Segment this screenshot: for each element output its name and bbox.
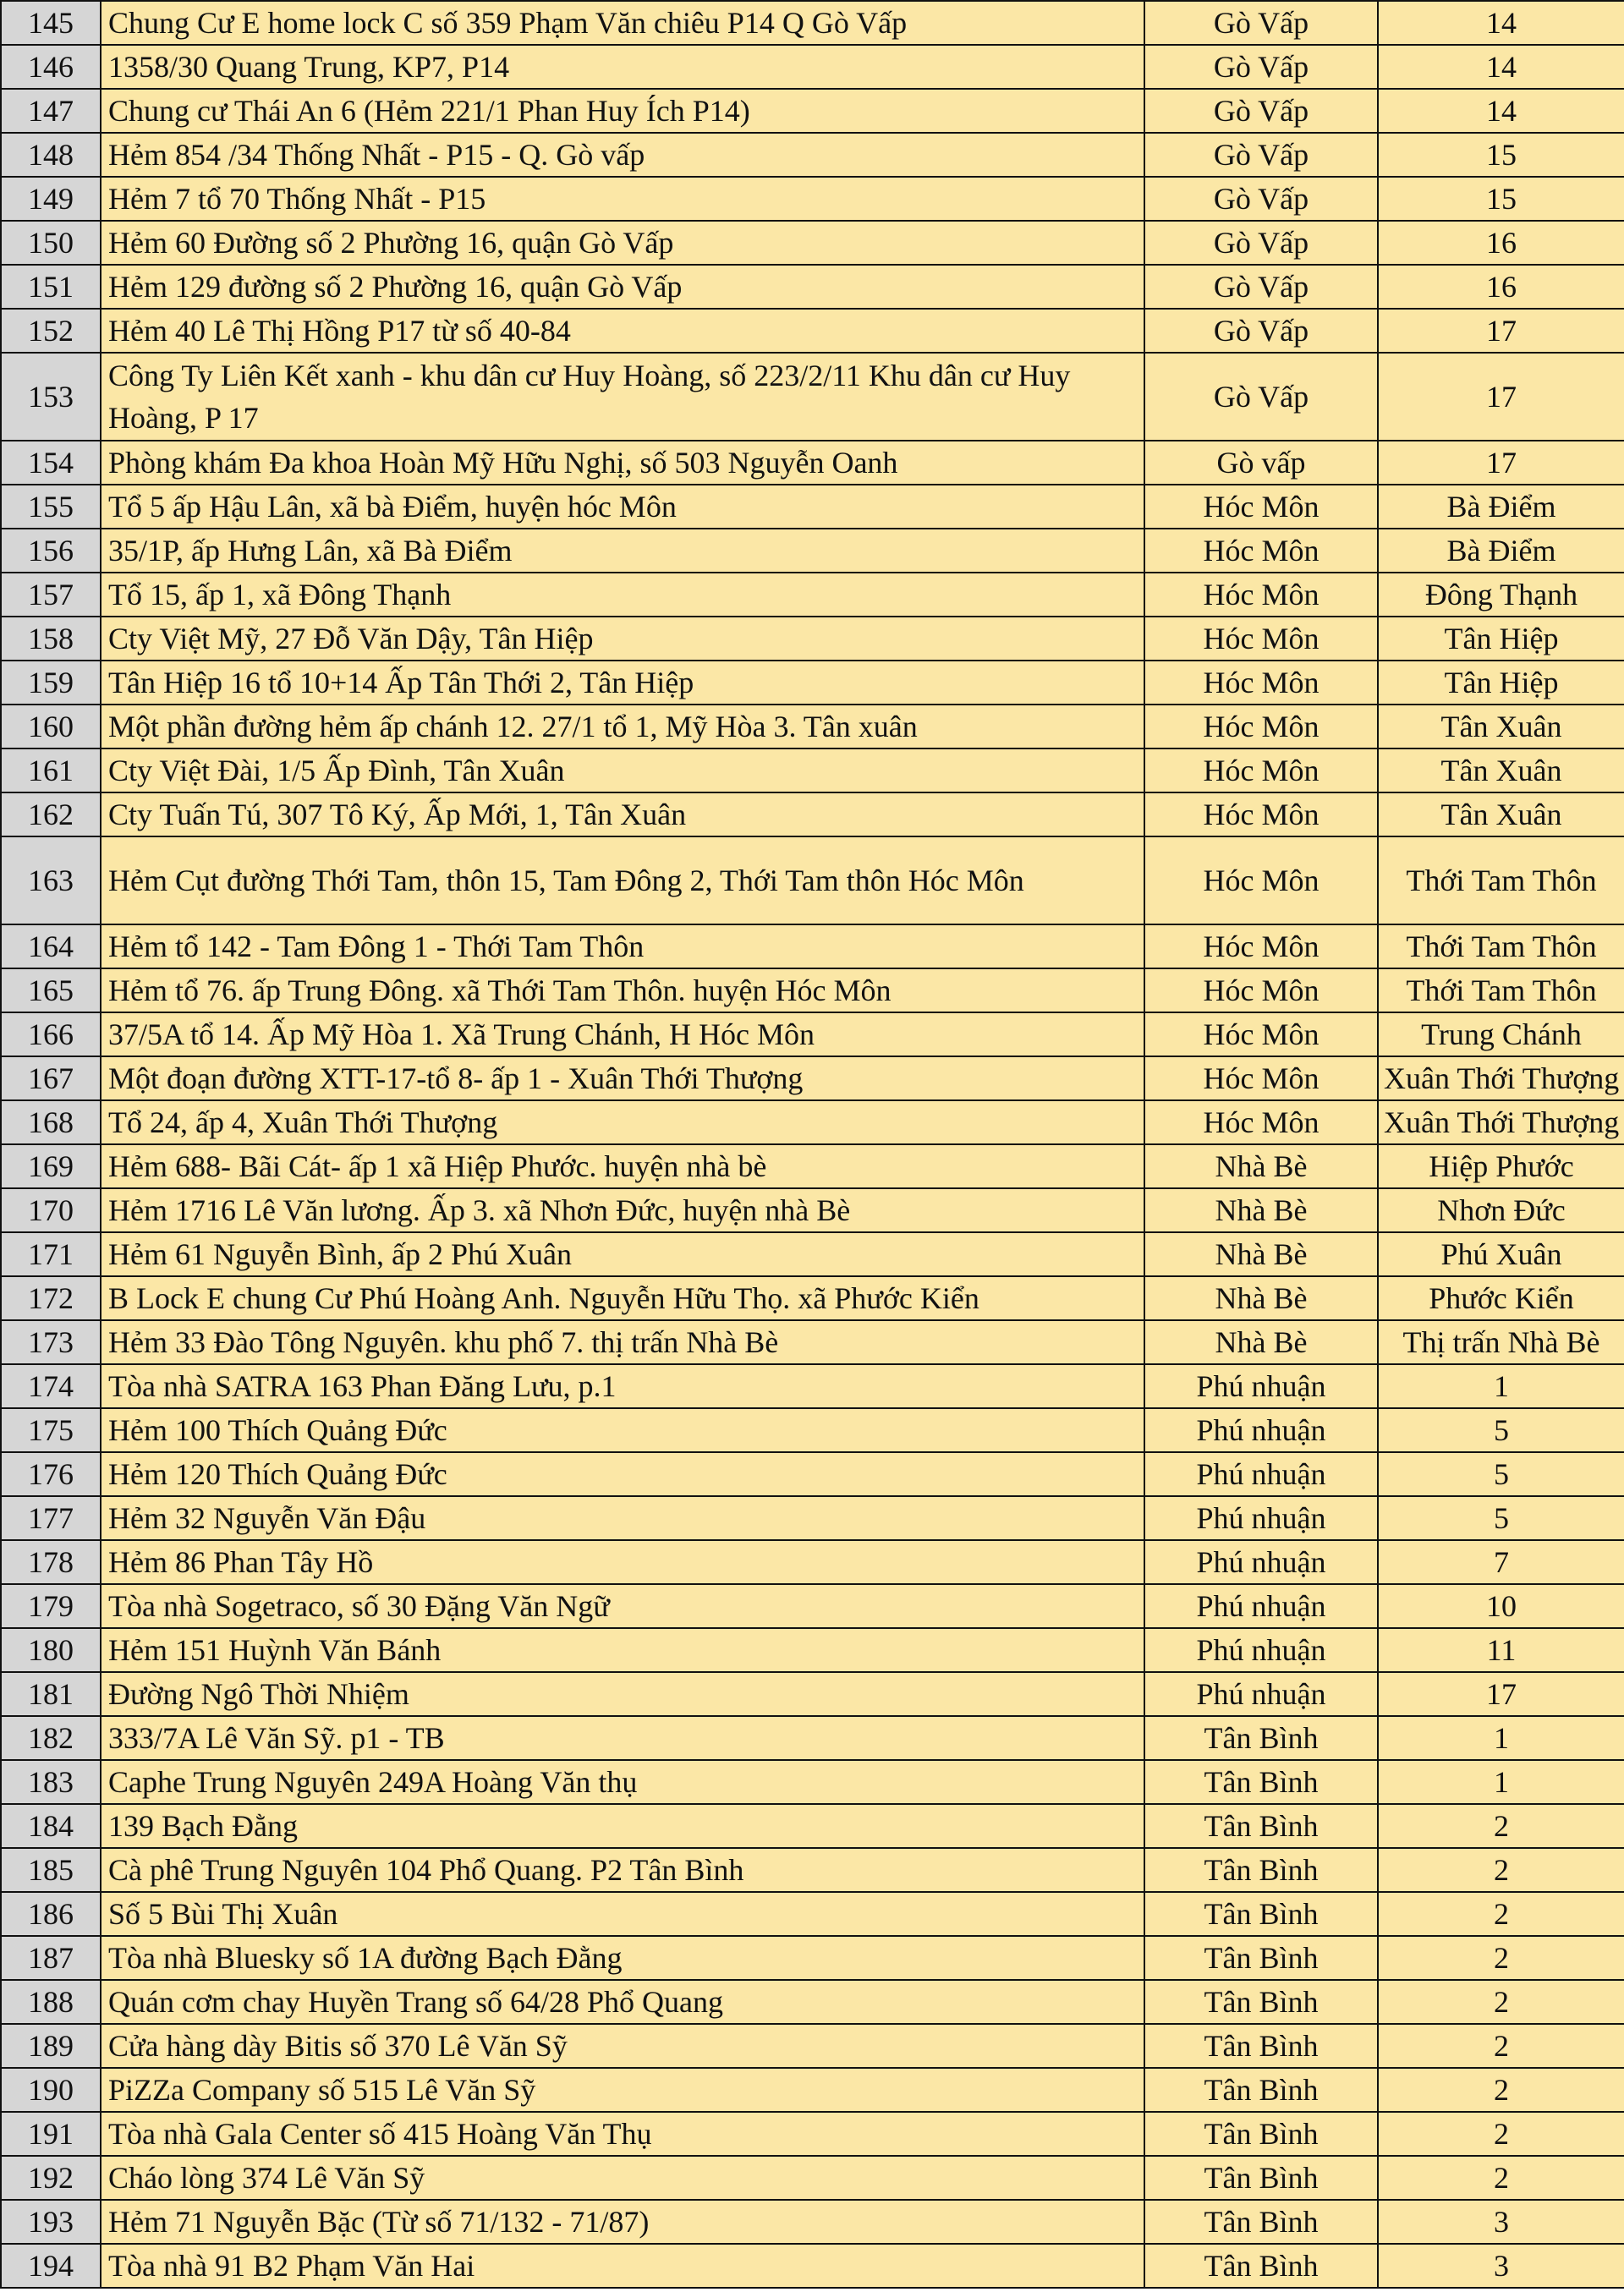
ward-cell[interactable]: Trung Chánh (1378, 1012, 1624, 1056)
district-cell[interactable]: Phú nhuận (1144, 1452, 1378, 1496)
row-number-cell[interactable]: 160 (1, 705, 101, 748)
district-cell[interactable]: Phú nhuận (1144, 1584, 1378, 1628)
ward-cell[interactable]: 11 (1378, 1628, 1624, 1672)
address-cell[interactable]: Hẻm 40 Lê Thị Hồng P17 từ số 40-84 (101, 309, 1144, 353)
ward-cell[interactable]: 17 (1378, 1672, 1624, 1716)
ward-cell[interactable]: 2 (1378, 1936, 1624, 1980)
table-row[interactable] (1, 2200, 1624, 2244)
address-cell[interactable]: Hẻm 60 Đường số 2 Phường 16, quận Gò Vấp (101, 221, 1144, 265)
row-number-cell[interactable]: 155 (1, 485, 101, 529)
table-row[interactable] (1, 1056, 1624, 1100)
district-cell[interactable]: Phú nhuận (1144, 1496, 1378, 1540)
address-cell[interactable]: Hẻm 33 Đào Tông Nguyên. khu phố 7. thị trấn Nhà Bè (101, 1320, 1144, 1364)
address-cell[interactable]: Số 5 Bùi Thị Xuân (101, 1892, 1144, 1936)
table-row[interactable] (1, 617, 1624, 661)
address-cell[interactable]: Cháo lòng 374 Lê Văn Sỹ (101, 2156, 1144, 2200)
row-number-cell[interactable]: 164 (1, 924, 101, 968)
ward-cell[interactable]: 17 (1378, 309, 1624, 353)
address-cell[interactable]: Hẻm 151 Huỳnh Văn Bánh (101, 1628, 1144, 1672)
district-cell[interactable]: Tân Bình (1144, 2156, 1378, 2200)
district-cell[interactable]: Hóc Môn (1144, 1100, 1378, 1144)
table-row[interactable] (1, 661, 1624, 705)
table-row[interactable] (1, 748, 1624, 792)
row-number-cell[interactable]: 191 (1, 2112, 101, 2156)
address-cell[interactable]: Cty Tuấn Tú, 307 Tô Ký, Ấp Mới, 1, Tân Xuân (101, 792, 1144, 836)
ward-cell[interactable]: Đông Thạnh (1378, 573, 1624, 617)
ward-cell[interactable]: 5 (1378, 1496, 1624, 1540)
table-row[interactable] (1, 1628, 1624, 1672)
district-cell[interactable]: Gò Vấp (1144, 221, 1378, 265)
table-row[interactable] (1, 1188, 1624, 1232)
district-cell[interactable]: Phú nhuận (1144, 1540, 1378, 1584)
ward-cell[interactable]: 2 (1378, 2024, 1624, 2068)
address-cell[interactable]: Hẻm 120 Thích Quảng Đức (101, 1452, 1144, 1496)
row-number-cell[interactable]: 151 (1, 265, 101, 309)
address-cell[interactable]: Hẻm 7 tổ 70 Thống Nhất - P15 (101, 177, 1144, 221)
table-row[interactable] (1, 1144, 1624, 1188)
table-row[interactable] (1, 1452, 1624, 1496)
district-cell[interactable]: Hóc Môn (1144, 968, 1378, 1012)
ward-cell[interactable]: 5 (1378, 1452, 1624, 1496)
row-number-cell[interactable]: 162 (1, 792, 101, 836)
district-cell[interactable]: Hóc Môn (1144, 792, 1378, 836)
district-cell[interactable]: Hóc Môn (1144, 573, 1378, 617)
row-number-cell[interactable]: 149 (1, 177, 101, 221)
table-row[interactable] (1, 441, 1624, 485)
address-cell[interactable]: Tòa nhà 91 B2 Phạm Văn Hai (101, 2244, 1144, 2288)
row-number-cell[interactable]: 147 (1, 89, 101, 133)
table-row[interactable] (1, 2156, 1624, 2200)
table-row[interactable] (1, 265, 1624, 309)
row-number-cell[interactable]: 188 (1, 1980, 101, 2024)
district-cell[interactable]: Gò Vấp (1144, 309, 1378, 353)
ward-cell[interactable]: 7 (1378, 1540, 1624, 1584)
address-cell[interactable]: 1358/30 Quang Trung, KP7, P14 (101, 45, 1144, 89)
ward-cell[interactable]: 2 (1378, 1804, 1624, 1848)
district-cell[interactable]: Gò Vấp (1144, 45, 1378, 89)
address-cell[interactable]: 37/5A tổ 14. Ấp Mỹ Hòa 1. Xã Trung Chánh, H Hóc Môn (101, 1012, 1144, 1056)
district-cell[interactable]: Tân Bình (1144, 1936, 1378, 1980)
row-number-cell[interactable]: 148 (1, 133, 101, 177)
ward-cell[interactable]: Tân Xuân (1378, 705, 1624, 748)
district-cell[interactable]: Phú nhuận (1144, 1672, 1378, 1716)
row-number-cell[interactable]: 184 (1, 1804, 101, 1848)
address-cell[interactable]: Tòa nhà Sogetraco, số 30 Đặng Văn Ngữ (101, 1584, 1144, 1628)
address-cell[interactable]: Hẻm Cụt đường Thới Tam, thôn 15, Tam Đông 2, Thới Tam thôn Hóc Môn (101, 836, 1144, 924)
table-row[interactable] (1, 1364, 1624, 1408)
ward-cell[interactable]: Tân Hiệp (1378, 617, 1624, 661)
address-cell[interactable]: Hẻm 129 đường số 2 Phường 16, quận Gò Vấp (101, 265, 1144, 309)
row-number-cell[interactable]: 156 (1, 529, 101, 573)
ward-cell[interactable]: 2 (1378, 2068, 1624, 2112)
address-cell[interactable]: Một đoạn đường XTT-17-tổ 8- ấp 1 - Xuân Thới Thượng (101, 1056, 1144, 1100)
table-row[interactable] (1, 1584, 1624, 1628)
table-row[interactable] (1, 1936, 1624, 1980)
row-number-cell[interactable]: 174 (1, 1364, 101, 1408)
ward-cell[interactable]: 17 (1378, 353, 1624, 441)
district-cell[interactable]: Gò Vấp (1144, 265, 1378, 309)
table-row[interactable] (1, 1804, 1624, 1848)
ward-cell[interactable]: 2 (1378, 1980, 1624, 2024)
table-row[interactable] (1, 2024, 1624, 2068)
ward-cell[interactable]: Phước Kiển (1378, 1276, 1624, 1320)
ward-cell[interactable]: Xuân Thới Thượng (1378, 1056, 1624, 1100)
address-cell[interactable]: Hẻm 688- Bãi Cát- ấp 1 xã Hiệp Phước. huyện nhà bè (101, 1144, 1144, 1188)
address-cell[interactable]: B Lock E chung Cư Phú Hoàng Anh. Nguyễn Hữu Thọ. xã Phước Kiển (101, 1276, 1144, 1320)
district-cell[interactable]: Gò Vấp (1144, 133, 1378, 177)
table-row[interactable] (1, 1760, 1624, 1804)
address-table-body (1, 1, 1624, 2288)
ward-cell[interactable]: Thới Tam Thôn (1378, 924, 1624, 968)
row-number-cell[interactable]: 185 (1, 1848, 101, 1892)
district-cell[interactable]: Phú nhuận (1144, 1364, 1378, 1408)
row-number-cell[interactable]: 173 (1, 1320, 101, 1364)
ward-cell[interactable]: Thới Tam Thôn (1378, 968, 1624, 1012)
district-cell[interactable]: Tân Bình (1144, 1804, 1378, 1848)
table-row[interactable] (1, 485, 1624, 529)
district-cell[interactable]: Tân Bình (1144, 2068, 1378, 2112)
district-cell[interactable]: Nhà Bè (1144, 1276, 1378, 1320)
table-row[interactable] (1, 1100, 1624, 1144)
ward-cell[interactable]: Thới Tam Thôn (1378, 836, 1624, 924)
row-number-cell[interactable]: 190 (1, 2068, 101, 2112)
table-row[interactable] (1, 1320, 1624, 1364)
address-cell[interactable]: 139 Bạch Đằng (101, 1804, 1144, 1848)
district-cell[interactable]: Hóc Môn (1144, 1056, 1378, 1100)
row-number-cell[interactable]: 171 (1, 1232, 101, 1276)
row-number-cell[interactable]: 183 (1, 1760, 101, 1804)
table-row[interactable] (1, 792, 1624, 836)
district-cell[interactable]: Tân Bình (1144, 1760, 1378, 1804)
address-cell[interactable]: Hẻm 86 Phan Tây Hồ (101, 1540, 1144, 1584)
district-cell[interactable]: Tân Bình (1144, 1716, 1378, 1760)
district-cell[interactable]: Hóc Môn (1144, 748, 1378, 792)
address-cell[interactable]: Tòa nhà SATRA 163 Phan Đăng Lưu, p.1 (101, 1364, 1144, 1408)
ward-cell[interactable]: Tân Hiệp (1378, 661, 1624, 705)
ward-cell[interactable]: Phú Xuân (1378, 1232, 1624, 1276)
ward-cell[interactable]: 14 (1378, 45, 1624, 89)
row-number-cell[interactable]: 179 (1, 1584, 101, 1628)
ward-cell[interactable]: Thị trấn Nhà Bè (1378, 1320, 1624, 1364)
ward-cell[interactable]: 10 (1378, 1584, 1624, 1628)
address-cell[interactable]: Một phần đường hẻm ấp chánh 12. 27/1 tổ 1, Mỹ Hòa 3. Tân xuân (101, 705, 1144, 748)
table-row[interactable] (1, 177, 1624, 221)
district-cell[interactable]: Hóc Môn (1144, 529, 1378, 573)
table-row[interactable] (1, 133, 1624, 177)
address-cell[interactable]: Công Ty Liên Kết xanh - khu dân cư Huy Hoàng, số 223/2/11 Khu dân cư Huy Hoàng, P 17 (101, 353, 1144, 441)
district-cell[interactable]: Gò Vấp (1144, 177, 1378, 221)
address-cell[interactable]: Cty Việt Đài, 1/5 Ấp Đình, Tân Xuân (101, 748, 1144, 792)
district-cell[interactable]: Tân Bình (1144, 1892, 1378, 1936)
address-cell[interactable]: Đường Ngô Thời Nhiệm (101, 1672, 1144, 1716)
district-cell[interactable]: Hóc Môn (1144, 705, 1378, 748)
row-number-cell[interactable]: 194 (1, 2244, 101, 2288)
row-number-cell[interactable]: 189 (1, 2024, 101, 2068)
table-row[interactable] (1, 353, 1624, 441)
address-cell[interactable]: Tòa nhà Bluesky số 1A đường Bạch Đằng (101, 1936, 1144, 1980)
table-row[interactable] (1, 221, 1624, 265)
district-cell[interactable]: Hóc Môn (1144, 617, 1378, 661)
ward-cell[interactable]: 2 (1378, 1892, 1624, 1936)
table-row[interactable] (1, 1, 1624, 45)
row-number-cell[interactable]: 181 (1, 1672, 101, 1716)
row-number-cell[interactable]: 193 (1, 2200, 101, 2244)
address-cell[interactable]: Hẻm 61 Nguyễn Bình, ấp 2 Phú Xuân (101, 1232, 1144, 1276)
row-number-cell[interactable]: 180 (1, 1628, 101, 1672)
ward-cell[interactable]: 15 (1378, 133, 1624, 177)
address-cell[interactable]: Cửa hàng dày Bitis số 370 Lê Văn Sỹ (101, 2024, 1144, 2068)
row-number-cell[interactable]: 192 (1, 2156, 101, 2200)
table-row[interactable] (1, 2112, 1624, 2156)
table-row[interactable] (1, 2068, 1624, 2112)
district-cell[interactable]: Hóc Môn (1144, 924, 1378, 968)
row-number-cell[interactable]: 153 (1, 353, 101, 441)
table-row[interactable] (1, 1276, 1624, 1320)
address-cell[interactable]: Hẻm 1716 Lê Văn lương. Ấp 3. xã Nhơn Đức, huyện nhà Bè (101, 1188, 1144, 1232)
address-cell[interactable]: Caphe Trung Nguyên 249A Hoàng Văn thụ (101, 1760, 1144, 1804)
address-cell[interactable]: Hẻm 100 Thích Quảng Đức (101, 1408, 1144, 1452)
district-cell[interactable]: Tân Bình (1144, 2244, 1378, 2288)
table-row[interactable] (1, 1540, 1624, 1584)
table-row[interactable] (1, 968, 1624, 1012)
district-cell[interactable]: Hóc Môn (1144, 485, 1378, 529)
district-cell[interactable]: Tân Bình (1144, 2024, 1378, 2068)
row-number-cell[interactable]: 154 (1, 441, 101, 485)
ward-cell[interactable]: 3 (1378, 2200, 1624, 2244)
ward-cell[interactable]: Xuân Thới Thượng (1378, 1100, 1624, 1144)
ward-cell[interactable]: 17 (1378, 441, 1624, 485)
row-number-cell[interactable]: 163 (1, 836, 101, 924)
district-cell[interactable]: Hóc Môn (1144, 661, 1378, 705)
ward-cell[interactable]: 1 (1378, 1716, 1624, 1760)
table-row[interactable] (1, 1672, 1624, 1716)
row-number-cell[interactable]: 167 (1, 1056, 101, 1100)
ward-cell[interactable]: 2 (1378, 2156, 1624, 2200)
district-cell[interactable]: Nhà Bè (1144, 1320, 1378, 1364)
address-cell[interactable]: 333/7A Lê Văn Sỹ. p1 - TB (101, 1716, 1144, 1760)
ward-cell[interactable]: 14 (1378, 1, 1624, 45)
address-cell[interactable]: Hẻm tổ 142 - Tam Đông 1 - Thới Tam Thôn (101, 924, 1144, 968)
table-row[interactable] (1, 89, 1624, 133)
row-number-cell[interactable]: 165 (1, 968, 101, 1012)
ward-cell[interactable]: 1 (1378, 1364, 1624, 1408)
ward-cell[interactable]: 5 (1378, 1408, 1624, 1452)
district-cell[interactable]: Tân Bình (1144, 2200, 1378, 2244)
ward-cell[interactable]: 1 (1378, 1760, 1624, 1804)
ward-cell[interactable]: 2 (1378, 1848, 1624, 1892)
row-number-cell[interactable]: 166 (1, 1012, 101, 1056)
address-cell[interactable]: Hẻm 32 Nguyễn Văn Đậu (101, 1496, 1144, 1540)
address-cell[interactable]: Cà phê Trung Nguyên 104 Phổ Quang. P2 Tân Bình (101, 1848, 1144, 1892)
row-number-cell[interactable]: 150 (1, 221, 101, 265)
address-cell[interactable]: Tân Hiệp 16 tổ 10+14 Ấp Tân Thới 2, Tân Hiệp (101, 661, 1144, 705)
ward-cell[interactable]: Tân Xuân (1378, 792, 1624, 836)
row-number-cell[interactable]: 159 (1, 661, 101, 705)
address-cell[interactable]: PiZZa Company số 515 Lê Văn Sỹ (101, 2068, 1144, 2112)
row-number-cell[interactable]: 158 (1, 617, 101, 661)
address-cell[interactable]: 35/1P, ấp Hưng Lân, xã Bà Điểm (101, 529, 1144, 573)
table-row[interactable] (1, 45, 1624, 89)
address-cell[interactable]: Tổ 24, ấp 4, Xuân Thới Thượng (101, 1100, 1144, 1144)
row-number-cell[interactable]: 175 (1, 1408, 101, 1452)
ward-cell[interactable]: Bà Điểm (1378, 529, 1624, 573)
district-cell[interactable]: Nhà Bè (1144, 1188, 1378, 1232)
row-number-cell[interactable]: 152 (1, 309, 101, 353)
district-cell[interactable]: Hóc Môn (1144, 836, 1378, 924)
table-row[interactable] (1, 924, 1624, 968)
row-number-cell[interactable]: 169 (1, 1144, 101, 1188)
row-number-cell[interactable]: 177 (1, 1496, 101, 1540)
row-number-cell[interactable]: 176 (1, 1452, 101, 1496)
table-row[interactable] (1, 2244, 1624, 2288)
row-number-cell[interactable]: 161 (1, 748, 101, 792)
address-cell[interactable]: Tổ 15, ấp 1, xã Đông Thạnh (101, 573, 1144, 617)
address-cell[interactable]: Quán cơm chay Huyền Trang số 64/28 Phổ Quang (101, 1980, 1144, 2024)
table-row[interactable] (1, 573, 1624, 617)
address-cell[interactable]: Hẻm 71 Nguyễn Bặc (Từ số 71/132 - 71/87) (101, 2200, 1144, 2244)
table-row[interactable] (1, 1848, 1624, 1892)
district-cell[interactable]: Gò Vấp (1144, 1, 1378, 45)
row-number-cell[interactable]: 170 (1, 1188, 101, 1232)
address-cell[interactable]: Hẻm 854 /34 Thống Nhất - P15 - Q. Gò vấp (101, 133, 1144, 177)
table-row[interactable] (1, 836, 1624, 924)
address-cell[interactable]: Hẻm tổ 76. ấp Trung Đông. xã Thới Tam Thôn. huyện Hóc Môn (101, 968, 1144, 1012)
district-cell[interactable]: Phú nhuận (1144, 1408, 1378, 1452)
district-cell[interactable]: Phú nhuận (1144, 1628, 1378, 1672)
table-row[interactable] (1, 1980, 1624, 2024)
table-row[interactable] (1, 309, 1624, 353)
ward-cell[interactable]: 3 (1378, 2244, 1624, 2288)
ward-cell[interactable]: 2 (1378, 2112, 1624, 2156)
table-row[interactable] (1, 1012, 1624, 1056)
table-row[interactable] (1, 1232, 1624, 1276)
ward-cell[interactable]: Nhơn Đức (1378, 1188, 1624, 1232)
row-number-cell[interactable]: 187 (1, 1936, 101, 1980)
address-cell[interactable]: Chung cư Thái An 6 (Hẻm 221/1 Phan Huy Ích P14) (101, 89, 1144, 133)
district-cell[interactable]: Tân Bình (1144, 1848, 1378, 1892)
ward-cell[interactable]: Hiệp Phước (1378, 1144, 1624, 1188)
address-cell[interactable]: Phòng khám Đa khoa Hoàn Mỹ Hữu Nghị, số 503 Nguyễn Oanh (101, 441, 1144, 485)
table-row[interactable] (1, 1716, 1624, 1760)
table-row[interactable] (1, 1408, 1624, 1452)
row-number-cell[interactable]: 186 (1, 1892, 101, 1936)
district-cell[interactable]: Nhà Bè (1144, 1232, 1378, 1276)
ward-cell[interactable]: 14 (1378, 89, 1624, 133)
district-cell[interactable]: Hóc Môn (1144, 1012, 1378, 1056)
ward-cell[interactable]: Bà Điểm (1378, 485, 1624, 529)
district-cell[interactable]: Gò Vấp (1144, 353, 1378, 441)
address-cell[interactable]: Tổ 5 ấp Hậu Lân, xã bà Điểm, huyện hóc Môn (101, 485, 1144, 529)
district-cell[interactable]: Tân Bình (1144, 1980, 1378, 2024)
table-row[interactable] (1, 705, 1624, 748)
ward-cell[interactable]: 16 (1378, 221, 1624, 265)
district-cell[interactable]: Tân Bình (1144, 2112, 1378, 2156)
address-cell[interactable]: Chung Cư E home lock C số 359 Phạm Văn chiêu P14 Q Gò Vấp (101, 1, 1144, 45)
ward-cell[interactable]: Tân Xuân (1378, 748, 1624, 792)
district-cell[interactable]: Gò vấp (1144, 441, 1378, 485)
district-cell[interactable]: Nhà Bè (1144, 1144, 1378, 1188)
address-cell[interactable]: Cty Việt Mỹ, 27 Đỗ Văn Dậy, Tân Hiệp (101, 617, 1144, 661)
row-number-cell[interactable]: 178 (1, 1540, 101, 1584)
table-row[interactable] (1, 1496, 1624, 1540)
district-cell[interactable]: Gò Vấp (1144, 89, 1378, 133)
row-number-cell[interactable]: 145 (1, 1, 101, 45)
row-number-cell[interactable]: 157 (1, 573, 101, 617)
table-row[interactable] (1, 529, 1624, 573)
ward-cell[interactable]: 15 (1378, 177, 1624, 221)
row-number-cell[interactable]: 146 (1, 45, 101, 89)
table-row[interactable] (1, 1892, 1624, 1936)
row-number-cell[interactable]: 182 (1, 1716, 101, 1760)
ward-cell[interactable]: 16 (1378, 265, 1624, 309)
row-number-cell[interactable]: 168 (1, 1100, 101, 1144)
address-cell[interactable]: Tòa nhà Gala Center số 415 Hoàng Văn Thụ (101, 2112, 1144, 2156)
row-number-cell[interactable]: 172 (1, 1276, 101, 1320)
